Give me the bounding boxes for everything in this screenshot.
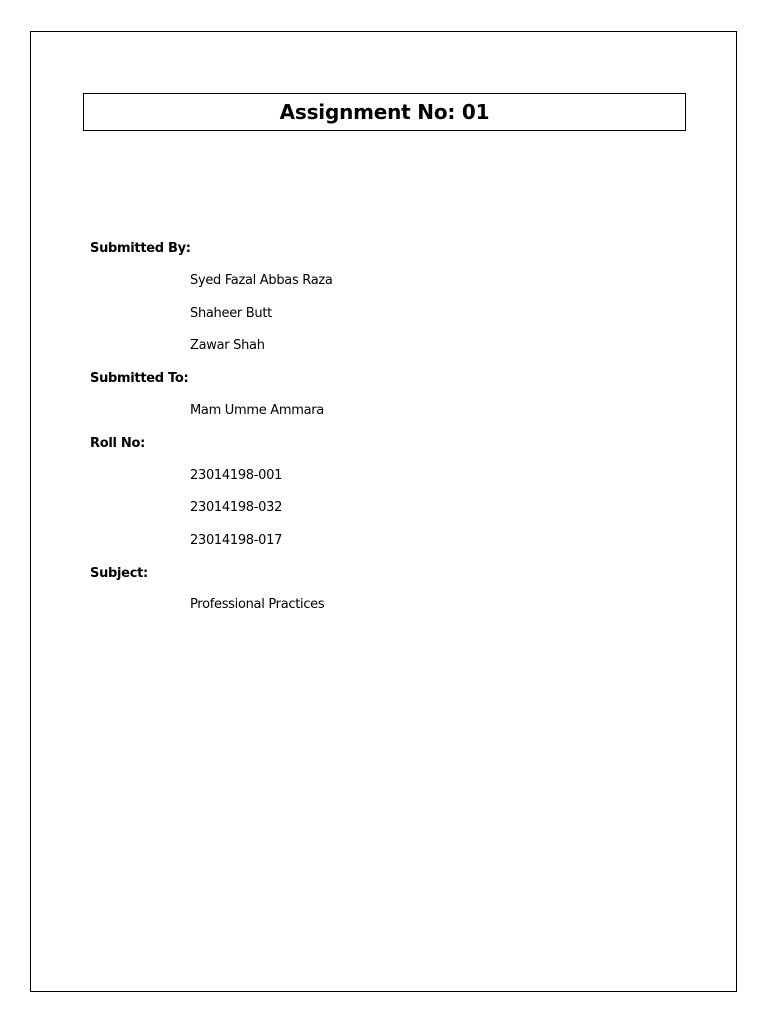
submitter-name-1: Syed Fazal Abbas Raza	[190, 273, 333, 288]
roll-no-label: Roll No:	[90, 436, 145, 451]
roll-no-1: 23014198-001	[190, 468, 283, 483]
roll-no-3: 23014198-017	[190, 533, 283, 548]
subject-name: Professional Practices	[190, 597, 325, 612]
submitted-to-name: Mam Umme Ammara	[190, 403, 324, 418]
subject-label: Subject:	[90, 566, 148, 581]
roll-no-2: 23014198-032	[190, 500, 283, 515]
submitted-by-label: Submitted By:	[90, 241, 191, 256]
submitter-name-3: Zawar Shah	[190, 338, 265, 353]
submitted-to-label: Submitted To:	[90, 371, 189, 386]
page-border	[30, 31, 737, 992]
submitter-name-2: Shaheer Butt	[190, 306, 272, 321]
page-title: Assignment No: 01	[279, 100, 490, 124]
title-box	[83, 93, 686, 131]
